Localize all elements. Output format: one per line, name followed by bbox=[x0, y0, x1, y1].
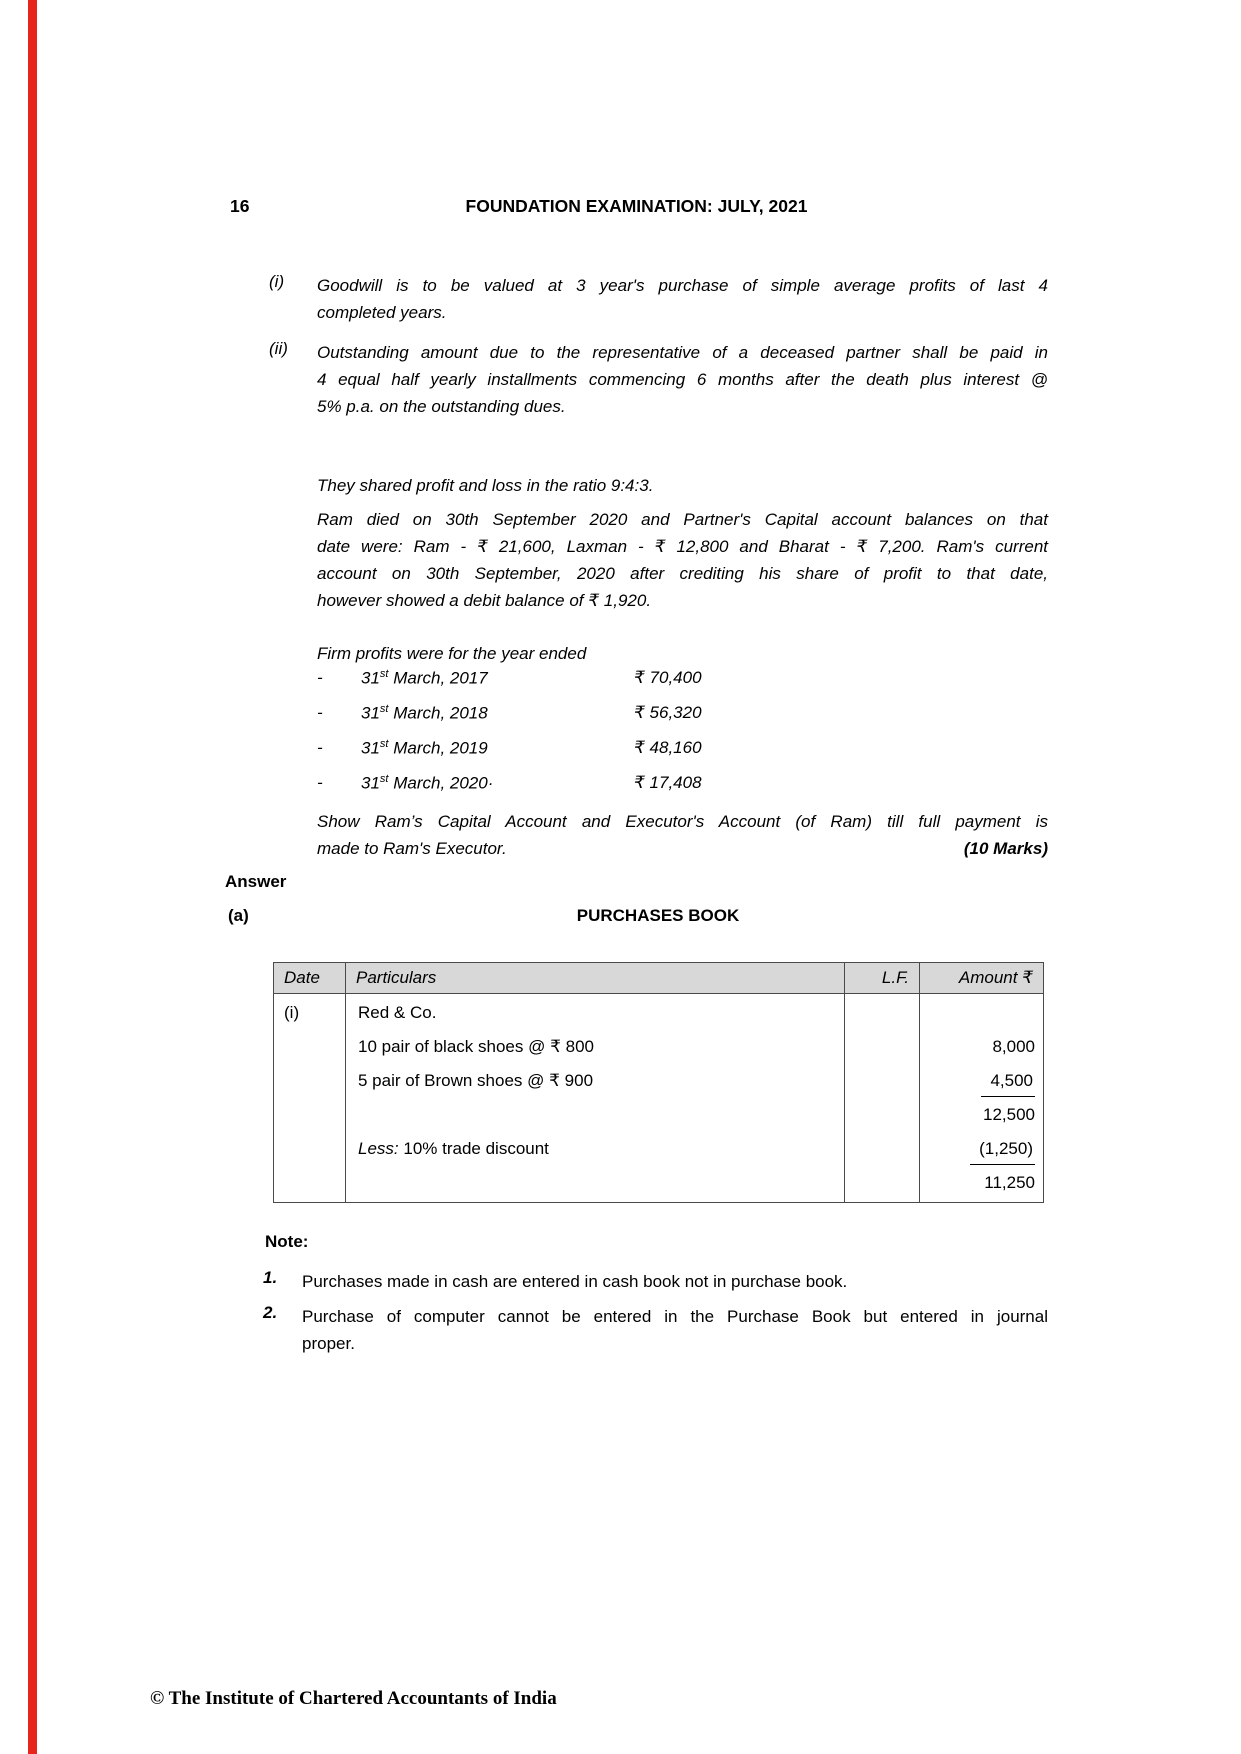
answer-heading: Answer bbox=[225, 872, 287, 891]
closing-last-line: made to Ram's Executor. bbox=[317, 839, 507, 858]
profit-ordinal: st bbox=[379, 703, 389, 715]
amount-line bbox=[920, 1064, 1043, 1098]
particulars-line bbox=[346, 1098, 844, 1132]
text-line: account on 30th September, 2020 after crediting his share of profit to that date, bbox=[317, 564, 1048, 583]
marks-label: (10 Marks) bbox=[963, 839, 1048, 858]
less-rest: 10% trade discount bbox=[398, 1139, 549, 1158]
col-header-date: Date bbox=[274, 963, 346, 994]
question-item-i bbox=[225, 272, 1048, 326]
col-header-lf: L.F. bbox=[845, 963, 920, 994]
text-line: date were: Ram - ₹ 21,600, Laxman - ₹ 12,800 and Bharat - ₹ 7,200. Ram's current bbox=[317, 537, 1048, 556]
footer-copyright: © The Institute of Chartered Accountants of India bbox=[150, 1688, 557, 1709]
profit-ordinal: st bbox=[379, 773, 389, 785]
profit-date-rest: March, 2018 bbox=[388, 703, 488, 723]
profit-date-rest: March, 2020· bbox=[388, 773, 494, 793]
profit-amount: ₹ 48,160 bbox=[634, 738, 702, 757]
amount-line: 8,000 bbox=[992, 1037, 1035, 1056]
text-line: proper. bbox=[302, 1334, 355, 1353]
cell-lf bbox=[845, 994, 920, 1203]
note-text bbox=[302, 1303, 1048, 1357]
note-number: 1. bbox=[263, 1268, 278, 1287]
list-dash: - bbox=[317, 703, 323, 722]
header-title: FOUNDATION EXAMINATION: JULY, 2021 bbox=[465, 196, 808, 216]
question-item-ii bbox=[225, 339, 1048, 420]
ram-death-paragraph bbox=[317, 506, 1048, 614]
note-heading: Note: bbox=[265, 1232, 309, 1251]
profit-day: 31 bbox=[361, 738, 380, 758]
text-line: Ram died on 30th September 2020 and Partner's Capital account balances on that bbox=[317, 510, 1048, 529]
col-header-particulars: Particulars bbox=[346, 963, 845, 994]
text-line: Purchases made in cash are entered in cash book not in purchase book. bbox=[302, 1272, 848, 1291]
profit-day: 31 bbox=[361, 703, 380, 723]
profit-ordinal: st bbox=[379, 668, 389, 680]
less-label: Less: bbox=[358, 1139, 399, 1158]
question-item-text bbox=[317, 339, 1048, 420]
page-number: 16 bbox=[230, 196, 250, 216]
ratio-paragraph: They shared profit and loss in the ratio 9:4:3. bbox=[317, 476, 654, 495]
text-line: Outstanding amount due to the representative of a deceased partner shall be paid in bbox=[317, 343, 1048, 362]
profit-date-rest: March, 2017 bbox=[388, 668, 488, 688]
profit-date bbox=[361, 668, 488, 689]
text-line: however showed a debit balance of ₹ 1,920. bbox=[317, 591, 652, 610]
text-line: completed years. bbox=[317, 303, 447, 322]
underlined-amount: (1,250) bbox=[970, 1133, 1035, 1165]
question-item-label: (ii) bbox=[269, 339, 288, 358]
cell-amount bbox=[920, 994, 1044, 1203]
profit-date bbox=[361, 703, 488, 724]
firm-profits-paragraph: Firm profits were for the year ended bbox=[317, 644, 587, 663]
answer-part-row bbox=[225, 906, 1048, 926]
note-item-2 bbox=[225, 1303, 1048, 1357]
text-line: Show Ram’s Capital Account and Executor's Account (of Ram) till full payment is bbox=[317, 812, 1048, 831]
question-item-text bbox=[317, 272, 1048, 326]
text-line: Goodwill is to be valued at 3 year's purchase of simple average profits of last 4 bbox=[317, 276, 1048, 295]
profit-date bbox=[361, 773, 493, 794]
particulars-line bbox=[346, 1132, 844, 1166]
particulars-line: 5 pair of Brown shoes @ ₹ 900 bbox=[358, 1071, 594, 1090]
page-content bbox=[225, 0, 1048, 1754]
particulars-line: 10 pair of black shoes @ ₹ 800 bbox=[358, 1037, 594, 1056]
underlined-amount: 4,500 bbox=[981, 1065, 1035, 1097]
page-header bbox=[225, 196, 1048, 217]
profit-amount: ₹ 70,400 bbox=[634, 668, 702, 687]
amount-line: 12,500 bbox=[983, 1105, 1035, 1124]
question-item-label: (i) bbox=[269, 272, 285, 291]
particulars-line bbox=[346, 1166, 844, 1200]
profit-amount: ₹ 17,408 bbox=[634, 773, 702, 792]
date-value: (i) bbox=[284, 1003, 300, 1022]
profit-amount: ₹ 56,320 bbox=[634, 703, 702, 722]
table-body-row bbox=[274, 994, 1044, 1203]
note-text bbox=[302, 1268, 1048, 1295]
note-number: 2. bbox=[263, 1303, 278, 1322]
list-dash: - bbox=[317, 668, 323, 687]
text-line: Purchase of computer cannot be entered in the Purchase Book but entered in journal bbox=[302, 1307, 1048, 1326]
list-dash: - bbox=[317, 738, 323, 757]
amount-line bbox=[920, 996, 1043, 1030]
particulars-line: Red & Co. bbox=[358, 1003, 437, 1022]
profit-date-rest: March, 2019 bbox=[388, 738, 488, 758]
cell-particulars bbox=[346, 994, 845, 1203]
profit-ordinal: st bbox=[379, 738, 389, 750]
note-item-1 bbox=[225, 1268, 1048, 1295]
text-line bbox=[317, 835, 1048, 862]
cell-date bbox=[274, 994, 346, 1203]
margin-rule bbox=[28, 0, 37, 1754]
closing-paragraph bbox=[317, 808, 1048, 862]
col-header-amount: Amount ₹ bbox=[920, 963, 1044, 994]
text-line: 5% p.a. on the outstanding dues. bbox=[317, 397, 566, 416]
table-header-row bbox=[274, 963, 1044, 994]
text-line: 4 equal half yearly installments commencing 6 months after the death plus interest @ bbox=[317, 370, 1048, 389]
purchases-book-table bbox=[273, 962, 1044, 1203]
list-dash: - bbox=[317, 773, 323, 792]
profit-day: 31 bbox=[361, 668, 380, 688]
profit-date bbox=[361, 738, 488, 759]
purchases-book-title: PURCHASES BOOK bbox=[576, 906, 740, 925]
answer-part-label: (a) bbox=[228, 906, 249, 925]
amount-line bbox=[920, 1132, 1043, 1166]
profit-day: 31 bbox=[361, 773, 380, 793]
amount-line: 11,250 bbox=[984, 1173, 1035, 1192]
